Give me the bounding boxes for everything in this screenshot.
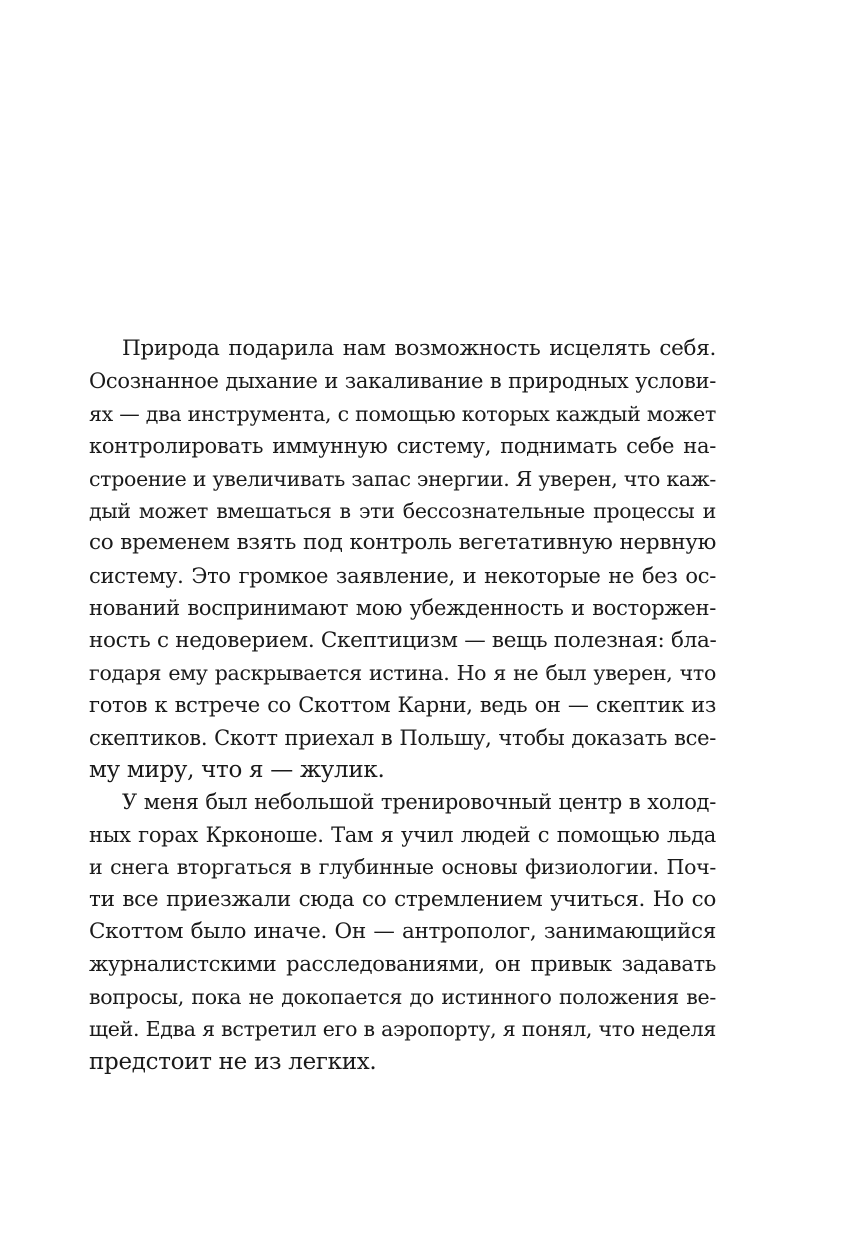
text-line: предстоит не из легких. [89,1048,377,1075]
text-line: щей. Едва я встретил его в аэропорту, я понял, что неделя [89,1017,716,1042]
text-line: му миру, что я — жулик. [89,757,385,784]
text-line: и снега вторгаться в глубинные основы физиологии. Поч- [89,855,716,880]
text-line: годаря ему раскрывается истина. Но я не был уверен, что [89,660,716,685]
text-line: со временем взять под контроль вегетативную нервную [89,530,716,556]
text-line: контролировать иммунную систему, поднимать себе на- [89,434,716,459]
paragraph-1 [89,333,716,786]
text-line: систему. Это громкое заявление, и некоторые не без ос- [89,563,716,588]
text-line: скептиков. Скотт приехал в Польшу, чтобы доказать все- [89,725,716,750]
text-line: ях — два инструмента, с помощью которых каждый может [89,401,716,426]
text-line: У меня был небольшой тренировочный центр в холод- [122,790,716,815]
text-line: строение и увеличивать запас энергии. Я уверен, что каж- [89,466,716,491]
text-line: готов к встрече со Скоттом Карни, ведь он — скептик из [89,693,716,718]
text-line: нований воспринимают мою убежденность и восторжен- [89,596,716,621]
paragraph-2 [89,786,716,1078]
text-line: ных горах Крконоше. Там я учил людей с помощью льда [89,822,716,847]
text-line: журналистскими расследованиями, он привык задавать [89,952,716,977]
text-line: Природа подарила нам возможность исцелять себя. [122,336,716,361]
text-line: Осознанное дыхание и закаливание в природных услови- [89,369,716,394]
body-text [89,333,716,1078]
text-line: Скоттом было иначе. Он — антрополог, занимающийся [89,919,716,945]
text-line: ти все приезжали сюда со стремлением учиться. Но со [89,886,716,912]
text-line: дый может вмешаться в эти бессознательные процессы и [89,498,716,523]
text-line: ность с недоверием. Скептицизм — вещь полезная: бла- [89,627,717,653]
text-line: вопросы, пока не докопается до истинного положения ве- [89,984,716,1009]
